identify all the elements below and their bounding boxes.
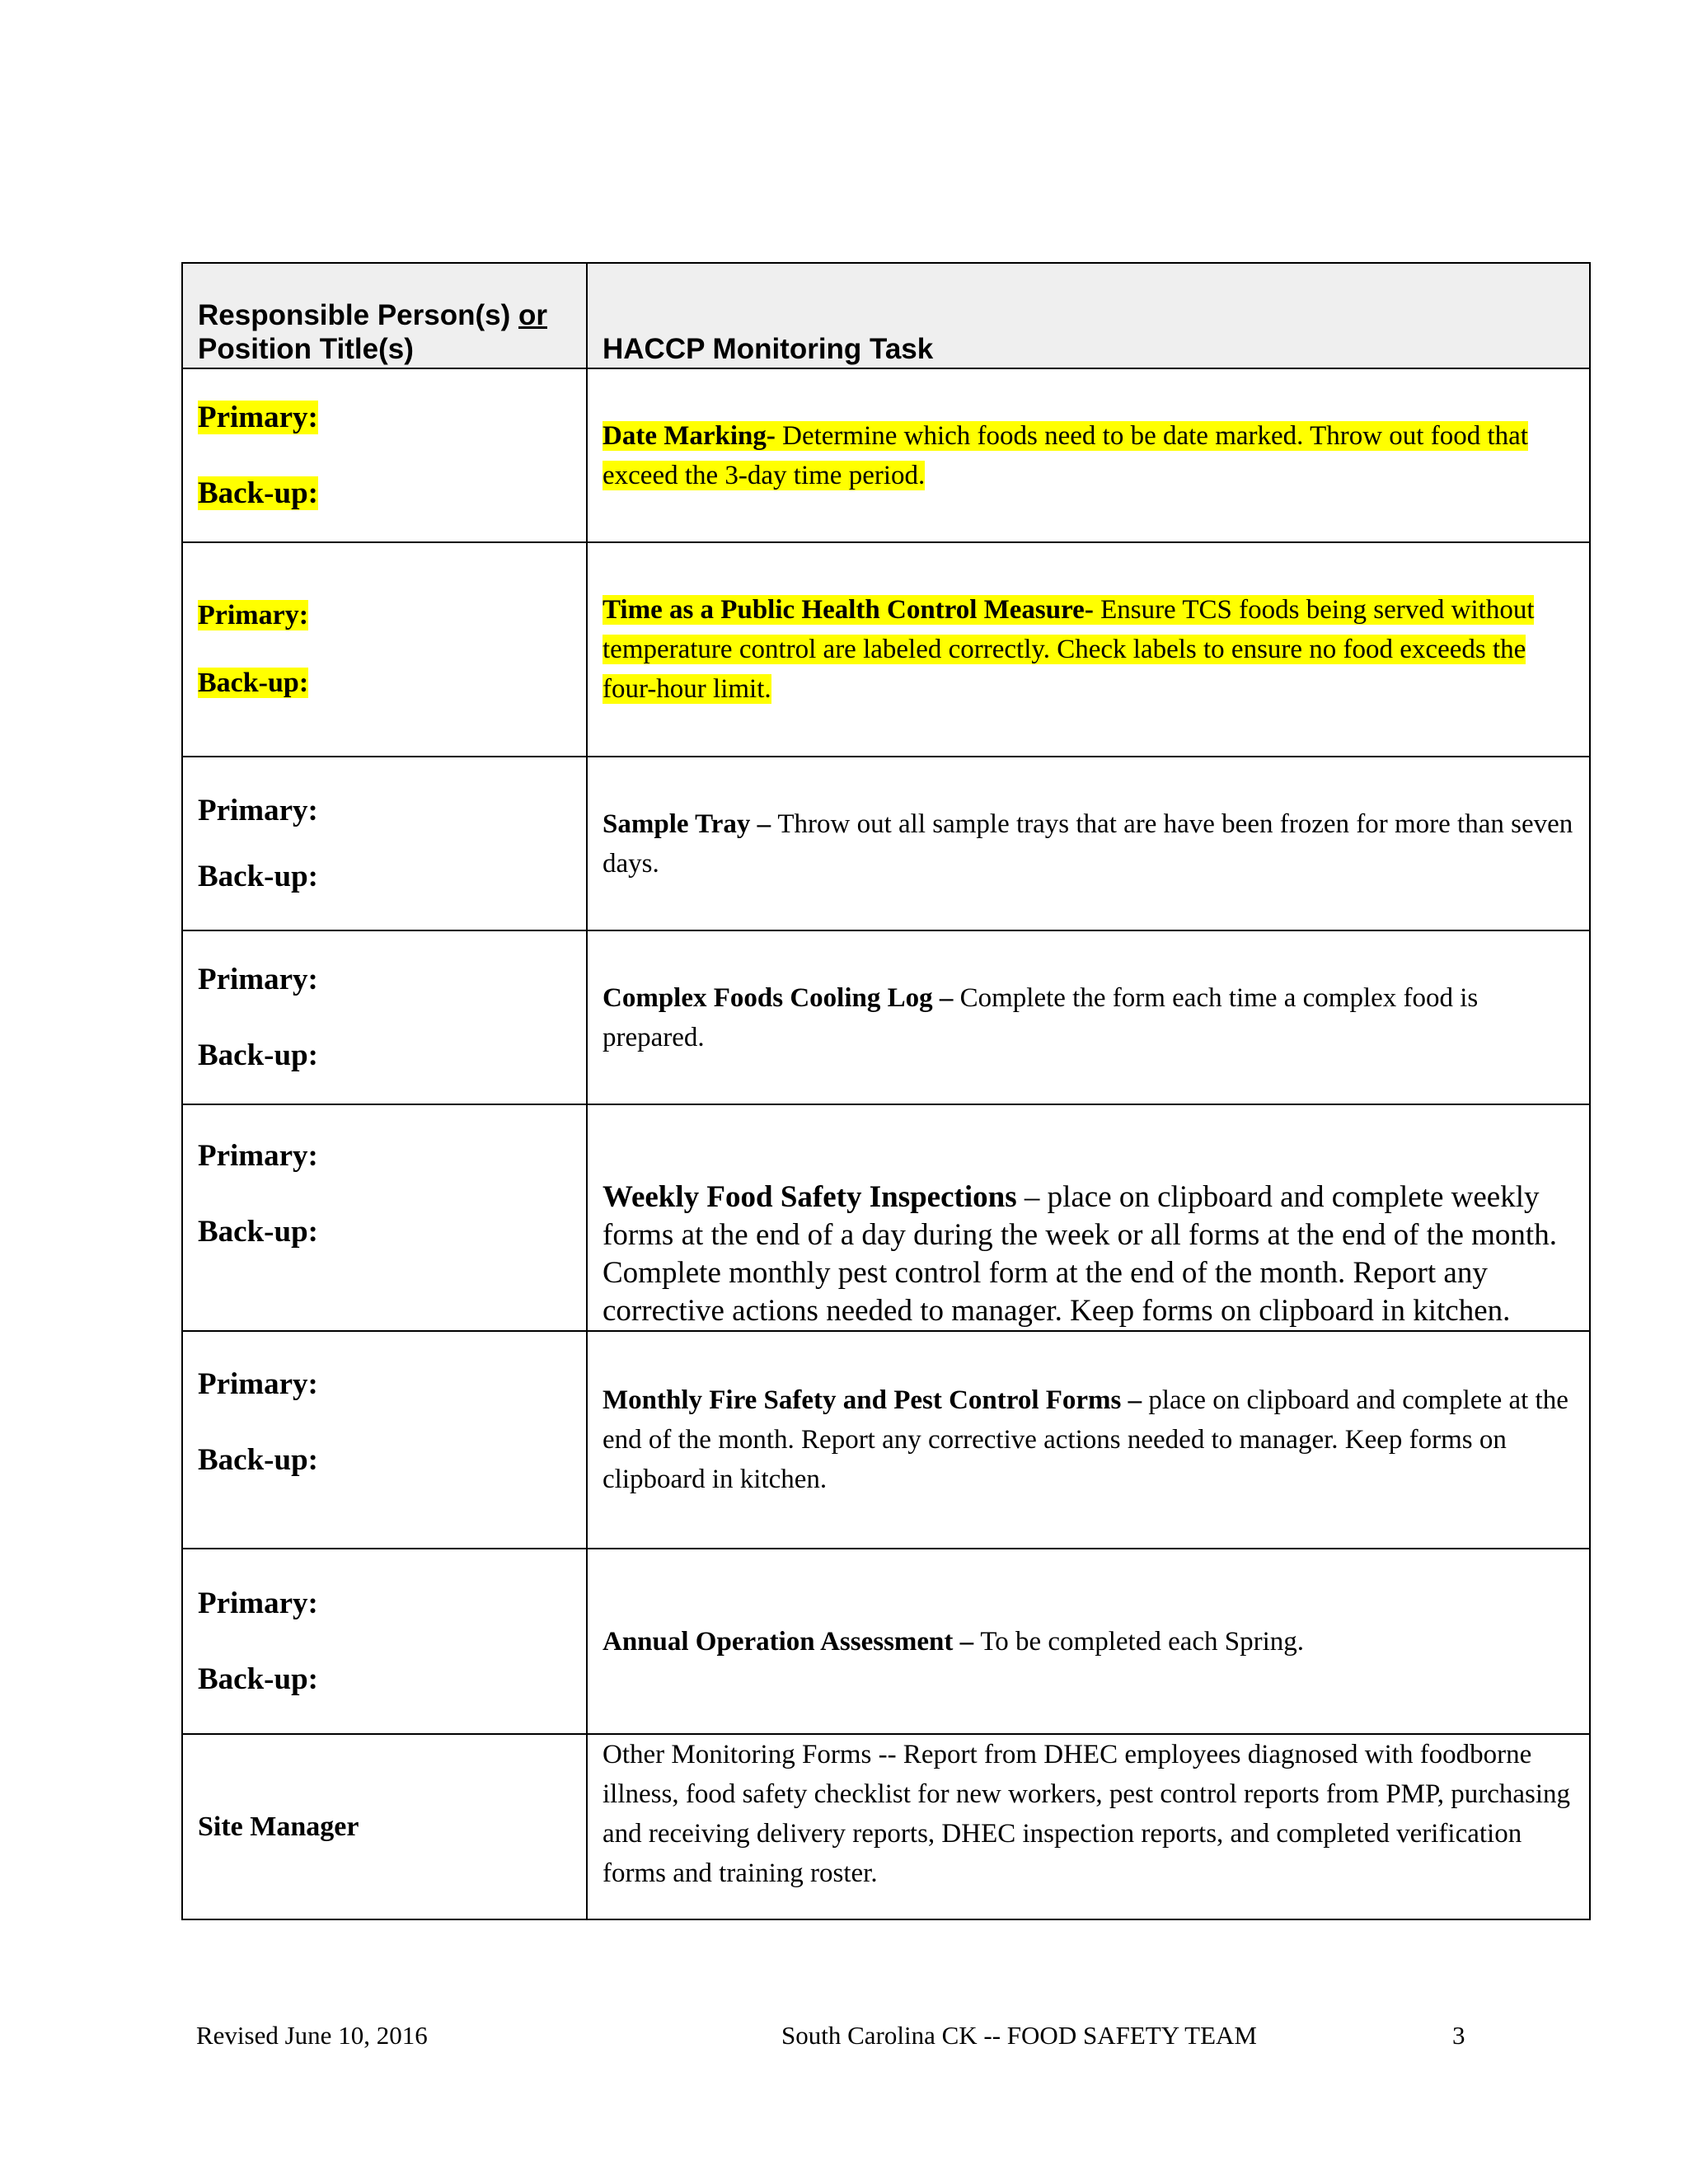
task-description (603, 978, 1574, 1057)
primary-label: Primary: (198, 1586, 318, 1620)
primary-label: Primary: (198, 1367, 318, 1401)
backup-label: Back-up: (198, 1661, 318, 1696)
haccp-monitoring-table (181, 262, 1591, 1920)
task-description (603, 590, 1574, 709)
backup-line (198, 665, 571, 701)
task-text: place on clipboard and complete at the end of the month. Report any corrective actions needed to manager. Keep forms on clipboard in kitchen. (603, 1385, 1568, 1494)
header-responsible-person (183, 264, 588, 368)
table-header-row (183, 264, 1589, 368)
responsible-cell (183, 1105, 588, 1330)
footer-revised-date: Revised June 10, 2016 (196, 2021, 428, 2050)
backup-label: Back-up: (198, 1443, 318, 1477)
header-or-underlined: or (518, 299, 547, 331)
header-responsible-line1 (198, 298, 571, 332)
responsible-cell (183, 757, 588, 930)
task-description (603, 1380, 1574, 1499)
responsible-cell (183, 369, 588, 541)
primary-label: Primary: (198, 1139, 318, 1173)
task-cell (588, 757, 1589, 930)
task-description (603, 416, 1574, 495)
site-manager-label: Site Manager (198, 1811, 359, 1842)
responsible-cell (183, 1549, 588, 1733)
table-row (183, 368, 1589, 541)
task-text: Throw out all sample trays that are have been frozen for more than seven days. (603, 808, 1573, 879)
task-text: Complete the form each time a complex food is prepared. (603, 982, 1479, 1052)
backup-line (198, 476, 571, 512)
table-row (183, 541, 1589, 756)
header-position-title: Position Title(s) (198, 333, 414, 365)
responsible-cell (183, 1332, 588, 1548)
task-cell (588, 1549, 1589, 1733)
header-responsible-text: Responsible Person(s) (198, 299, 518, 331)
primary-label: Primary: (198, 793, 318, 827)
primary-label: Primary: (198, 600, 309, 630)
task-description (603, 1622, 1574, 1661)
task-cell (588, 931, 1589, 1104)
backup-label: Back-up: (198, 859, 318, 893)
task-cell (588, 543, 1589, 756)
backup-label: Back-up: (198, 1215, 318, 1249)
task-title: Monthly Fire Safety and Pest Control Forms – (603, 1385, 1149, 1415)
task-highlight (603, 595, 1534, 704)
task-description (603, 804, 1574, 883)
task-cell (588, 1735, 1589, 1919)
table-row (183, 1733, 1589, 1919)
primary-label: Primary: (198, 962, 318, 996)
task-title: Date Marking- (603, 420, 776, 451)
task-highlight (603, 421, 1528, 490)
header-monitoring-task (588, 264, 1589, 368)
task-title: Annual Operation Assessment – (603, 1626, 981, 1657)
task-cell (588, 369, 1589, 541)
table-row (183, 1548, 1589, 1733)
task-text: To be completed each Spring. (980, 1626, 1305, 1657)
task-text: Ensure TCS foods being served without temperature control are labeled correctly. Check labels to ensure no food exceeds the four-hour limit. (603, 595, 1535, 704)
responsible-cell (183, 1735, 588, 1919)
header-task-text: HACCP Monitoring Task (603, 333, 934, 365)
task-title: Sample Tray – (603, 808, 778, 839)
primary-line (198, 598, 571, 634)
task-description (603, 1179, 1574, 1330)
table-row (183, 1104, 1589, 1330)
responsible-cell (183, 543, 588, 756)
task-text: – place on clipboard and complete weekly forms at the end of a day during the week or all forms at the end of the month. Complete monthly pest control form at the end of the month. Report any corrective actions needed to manager. Keep forms on clipboard in kitchen. (603, 1180, 1557, 1328)
task-cell (588, 1105, 1589, 1330)
primary-label: Primary: (198, 400, 318, 434)
table-row (183, 1330, 1589, 1548)
footer-page-number: 3 (1452, 2021, 1465, 2050)
table-row (183, 756, 1589, 930)
task-text: Other Monitoring Forms -- Report from DHEC employees diagnosed with foodborne illness, food safety checklist for new workers, pest control reports from PMP, purchasing and receiving delivery reports, DHEC inspection reports, and completed verification forms and training roster. (603, 1740, 1571, 1888)
responsible-cell (183, 931, 588, 1104)
table-row (183, 930, 1589, 1104)
task-text: Determine which foods need to be date marked. Throw out food that exceed the 3-day time period. (603, 420, 1528, 490)
backup-label: Back-up: (198, 1038, 318, 1072)
task-title: Weekly Food Safety Inspections (603, 1180, 1017, 1214)
primary-line (198, 400, 571, 436)
task-title: Complex Foods Cooling Log – (603, 982, 960, 1013)
footer-title: South Carolina CK -- FOOD SAFETY TEAM (781, 2021, 1257, 2050)
backup-label: Back-up: (198, 476, 318, 510)
task-title: Time as a Public Health Control Measure- (603, 595, 1094, 625)
backup-label: Back-up: (198, 668, 309, 698)
task-cell (588, 1332, 1589, 1548)
